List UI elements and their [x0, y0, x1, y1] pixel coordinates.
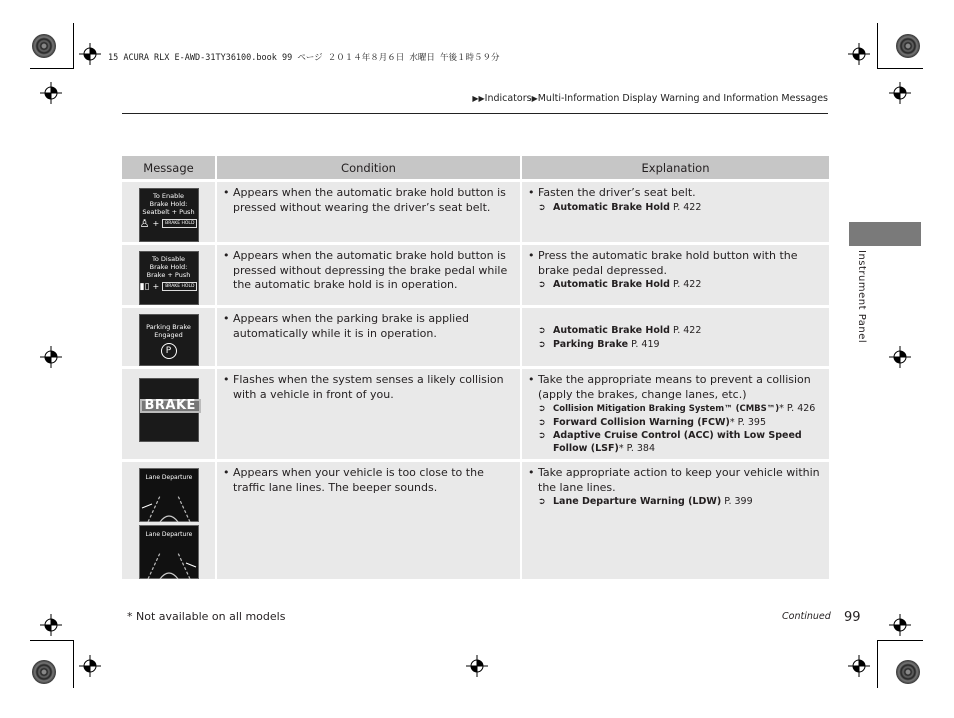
page-reference-link[interactable] — [538, 403, 823, 416]
registration-mark-icon — [40, 346, 62, 368]
warning-messages-table — [122, 156, 829, 579]
display-text-line: Lane Departure — [145, 474, 193, 481]
table-header-row — [122, 156, 829, 179]
registration-mark-icon — [848, 43, 870, 65]
explanation-cell — [522, 305, 829, 366]
footnote: * Not available on all models — [127, 610, 286, 623]
reference-title: Collision Mitigation Braking System™ (CMBS™) — [553, 404, 780, 414]
message-cell — [122, 366, 217, 459]
reference-arrow-icon: ➲ — [538, 404, 546, 414]
breadcrumb — [472, 93, 828, 104]
page-reference-link[interactable] — [538, 325, 823, 338]
section-label: Instrument Panel — [856, 250, 867, 344]
bullet-icon: • — [528, 466, 535, 479]
reference-title: Adaptive Cruise Control (ACC) with Low Speed Follow (LSF) — [553, 430, 802, 454]
page-reference-link[interactable] — [538, 417, 823, 430]
condition-text: Appears when your vehicle is too close to the traffic lane lines. The beeper sounds. — [233, 466, 484, 494]
table-row — [122, 459, 829, 579]
color-target-icon — [896, 660, 920, 684]
parking-brake-icon: P — [161, 343, 177, 359]
color-target-icon — [32, 34, 56, 58]
section-tab — [849, 222, 921, 246]
table-row — [122, 366, 829, 459]
reference-title: Automatic Brake Hold — [553, 201, 670, 213]
bullet-icon: • — [528, 373, 535, 386]
display-text-line: Brake + Push — [146, 271, 191, 279]
registration-mark-icon — [889, 346, 911, 368]
breadcrumb-separator-icon: ▶ — [531, 94, 538, 103]
reference-page: * P. 384 — [618, 442, 656, 454]
explanation-text: Take the appropriate means to prevent a collision (apply the brakes, change lanes, etc.) — [538, 373, 811, 401]
display-screen — [139, 188, 199, 242]
bullet-icon: • — [223, 249, 230, 262]
bullet-icon: • — [223, 186, 230, 199]
condition-cell — [217, 179, 522, 242]
registration-mark-icon — [79, 43, 101, 65]
registration-mark-icon — [889, 82, 911, 104]
explanation-text: Fasten the driver’s seat belt. — [538, 186, 696, 199]
bullet-icon: • — [528, 186, 535, 199]
condition-text: Appears when the automatic brake hold button is pressed without wearing the driver’s seat belt. — [233, 186, 506, 214]
color-target-icon — [896, 34, 920, 58]
column-header-explanation: Explanation — [522, 156, 829, 179]
bullet-icon: • — [223, 373, 230, 386]
bullet-icon: • — [528, 249, 535, 262]
reference-arrow-icon: ➲ — [538, 326, 546, 336]
brake-warning-text: BRAKE — [140, 399, 201, 413]
reference-page: * P. 426 — [779, 403, 816, 414]
plus-icon: + — [152, 218, 160, 228]
reference-title: Forward Collision Warning (FCW) — [553, 416, 730, 428]
registration-mark-icon — [79, 655, 101, 677]
reference-page: * P. 395 — [729, 416, 767, 428]
reference-page: P. 422 — [672, 201, 702, 213]
explanation-text: Press the automatic brake hold button with the brake pedal depressed. — [538, 249, 798, 277]
display-text-line: To Enable — [152, 192, 185, 200]
seatbelt-icon: ♙ — [139, 216, 150, 230]
message-cell — [122, 305, 217, 366]
bullet-icon: • — [223, 466, 230, 479]
message-cell — [122, 459, 217, 579]
reference-arrow-icon: ➲ — [538, 497, 546, 507]
display-screen — [139, 314, 199, 366]
explanation-cell — [522, 459, 829, 579]
display-text-line: Brake Hold: — [149, 200, 188, 208]
color-target-icon — [32, 660, 56, 684]
explanation-text: Take appropriate action to keep your vehicle within the lane lines. — [538, 466, 820, 494]
display-screen — [139, 378, 199, 442]
reference-page: P. 399 — [724, 496, 753, 507]
registration-mark-icon — [889, 614, 911, 636]
lane-departure-displays — [122, 468, 215, 579]
condition-text: Flashes when the system senses a likely collision with a vehicle in front of you. — [233, 373, 504, 401]
reference-title: Lane Departure Warning (LDW) — [553, 496, 722, 507]
continued-label: Continued — [782, 611, 831, 622]
header-rule — [122, 113, 828, 114]
page-reference-link[interactable] — [538, 430, 823, 455]
reference-arrow-icon: ➲ — [538, 431, 546, 441]
lane-departure-icon — [140, 543, 198, 583]
condition-cell — [217, 305, 522, 366]
explanation-cell — [522, 242, 829, 305]
page-reference-link[interactable] — [538, 279, 823, 292]
column-header-condition: Condition — [217, 156, 522, 179]
condition-cell — [217, 242, 522, 305]
display-text-line: Parking Brake — [146, 323, 191, 331]
registration-mark-icon — [40, 614, 62, 636]
plus-icon: + — [152, 281, 160, 291]
table-row — [122, 179, 829, 242]
breadcrumb-item-indicators[interactable]: Indicators — [484, 93, 532, 104]
table-row — [122, 242, 829, 305]
registration-mark-icon — [40, 82, 62, 104]
message-cell — [122, 242, 217, 305]
display-screen — [139, 525, 199, 579]
display-screen — [139, 468, 199, 522]
reference-arrow-icon: ➲ — [538, 339, 546, 350]
explanation-cell — [522, 179, 829, 242]
page-reference-link[interactable] — [538, 496, 823, 509]
condition-cell — [217, 459, 522, 579]
reference-page: P. 419 — [631, 338, 660, 350]
brake-hold-button-icon: BRAKE HOLD — [162, 282, 197, 291]
registration-mark-icon — [848, 655, 870, 677]
brake-hold-button-icon: BRAKE HOLD — [162, 219, 197, 228]
reference-title: Automatic Brake Hold — [553, 279, 670, 290]
display-text-line: Seatbelt + Push — [142, 208, 195, 216]
brake-pedal-icon: ▮▯ — [139, 281, 150, 292]
lane-departure-icon — [140, 486, 198, 526]
page-number: 99 — [844, 610, 861, 625]
reference-arrow-icon: ➲ — [538, 202, 546, 213]
page-reference-link[interactable] — [538, 202, 823, 215]
registration-mark-icon — [466, 655, 488, 677]
book-info-line: 15 ACURA RLX E-AWD-31TY36100.book 99 ページ ２０１４年８月６日 水曜日 午後１時５９分 — [108, 53, 500, 63]
condition-cell — [217, 366, 522, 459]
column-header-message: Message — [122, 156, 217, 179]
reference-title: Parking Brake — [553, 338, 629, 350]
breadcrumb-item-current[interactable]: Multi-Information Display Warning and Information Messages — [537, 93, 828, 104]
page-reference-link[interactable] — [538, 339, 823, 352]
reference-page: P. 422 — [672, 325, 702, 336]
reference-page: P. 422 — [672, 279, 702, 290]
display-text-line: Engaged — [154, 331, 183, 339]
table-row — [122, 305, 829, 366]
display-screen — [139, 251, 199, 305]
condition-text: Appears when the parking brake is applied automatically while it is in operation. — [233, 312, 469, 340]
bullet-icon: • — [223, 312, 230, 325]
message-cell — [122, 179, 217, 242]
breadcrumb-arrow-icon: ▶▶ — [472, 94, 485, 103]
display-text-line: Lane Departure — [145, 531, 193, 538]
reference-title: Automatic Brake Hold — [553, 325, 670, 336]
display-text-line: To Disable — [151, 255, 186, 263]
reference-arrow-icon: ➲ — [538, 417, 546, 428]
condition-text: Appears when the automatic brake hold button is pressed without depressing the brake pedal while the automatic brake hold is in operation. — [233, 249, 508, 291]
explanation-cell — [522, 366, 829, 459]
display-text-line: Brake Hold: — [149, 263, 188, 271]
reference-arrow-icon: ➲ — [538, 280, 546, 290]
